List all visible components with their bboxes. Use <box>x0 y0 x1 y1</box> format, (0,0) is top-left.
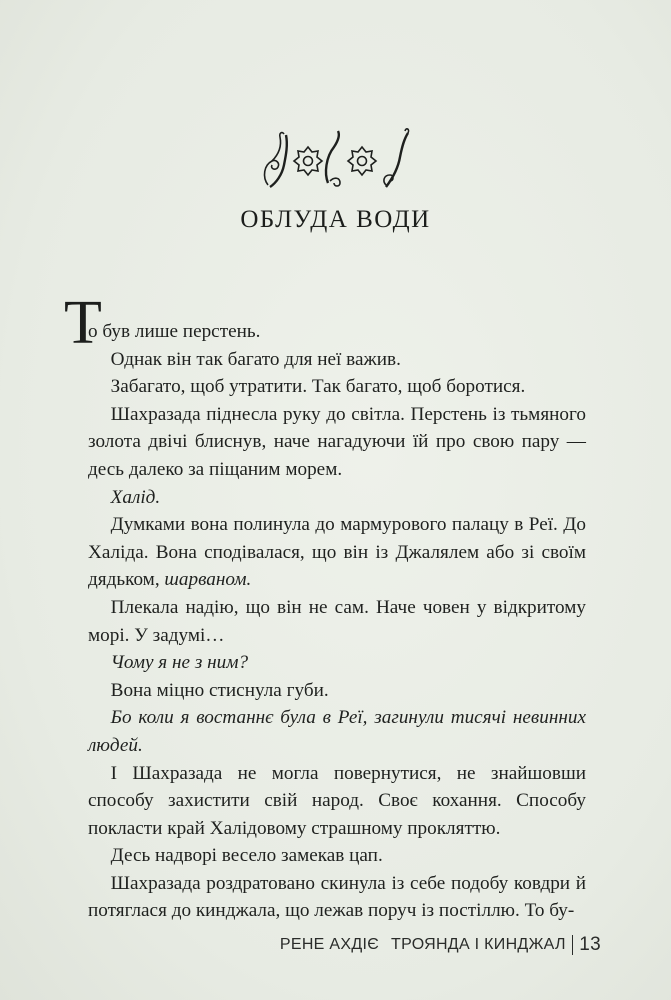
paragraph-text: Забагато, щоб утратити. Так багато, щоб боротися. <box>110 376 526 398</box>
paragraph-text: Однак він так багато для неї важив. <box>110 348 401 370</box>
paragraph-text: Вона міцно стиснула губи. <box>110 679 329 701</box>
paragraph <box>88 760 586 843</box>
paragraph <box>88 842 586 870</box>
paragraph <box>88 346 586 374</box>
body-text <box>88 318 586 925</box>
paragraph <box>88 484 586 512</box>
drop-cap: Т <box>64 289 102 357</box>
paragraph <box>88 373 586 401</box>
running-footer <box>280 934 601 956</box>
paragraph <box>88 677 586 705</box>
italic-text: шарваном. <box>164 569 252 591</box>
paragraph-text: Плекала надію, що він не сам. Наче човен у відкритому морі. У задумі… <box>88 596 586 646</box>
chapter-title: ОБЛУДА ВОДИ <box>240 206 431 233</box>
paragraph-text: Десь надворі весело замекав цап. <box>110 845 383 867</box>
italic-text: Халід. <box>110 486 161 508</box>
paragraph <box>88 594 586 649</box>
footer-author: РЕНЕ АХДІЄ <box>279 936 380 953</box>
paragraph <box>88 649 586 677</box>
swirl-and-star-ornament-icon <box>258 125 418 193</box>
footer-book-title: ТРОЯНДА І КИНДЖАЛ <box>391 936 566 953</box>
footer-separator <box>572 935 574 955</box>
paragraph <box>88 704 586 759</box>
paragraph-text: Думками вона полинула до мармурового палацу в Реї. До Халіда. Вона сподівалася, що він із Джалялем або зі своїм дядьком, <box>88 514 586 591</box>
paragraph <box>88 318 586 346</box>
paragraph <box>88 401 586 484</box>
paragraph-text: о був лише перстень. <box>88 321 261 342</box>
italic-text: Бо коли я востаннє була в Реї, загинули тисячі невинних людей. <box>88 707 586 756</box>
italic-text: Чому я не з ним? <box>110 652 249 674</box>
page-number: 13 <box>579 934 601 955</box>
paragraph <box>88 511 586 594</box>
paragraph-text: І Шахразада не могла повернутися, не знайшовши способу захистити свій народ. Своє кохання. Способу покласти край Халідовому страшному прокляттю. <box>88 762 586 839</box>
paragraph <box>88 870 586 925</box>
paragraph-text: Шахразада піднесла руку до світла. Перстень із тьмяного золота двічі блиснув, наче нагадуючи їй про свою пару — десь далеко за піщаним морем. <box>88 403 586 480</box>
paragraph-text: Шахразада роздратовано скинула із себе подобу ковдри й потяглася до кинджала, що лежав поруч із постіллю. То бу- <box>88 872 586 922</box>
